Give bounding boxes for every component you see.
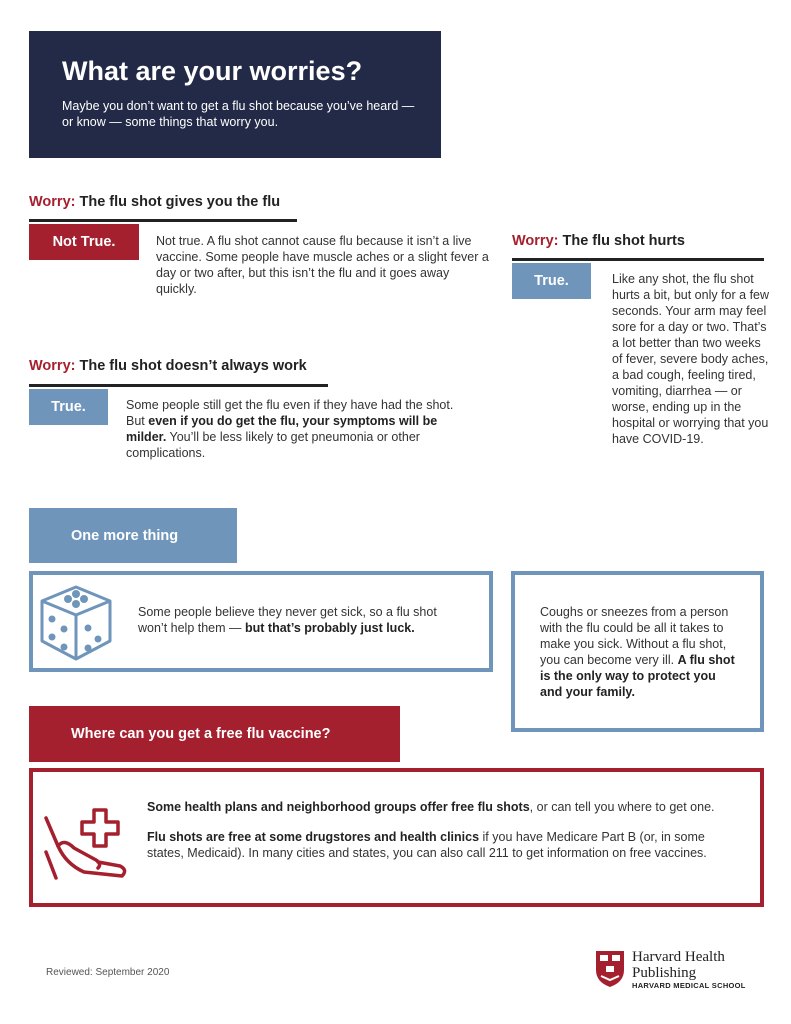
worry-answer: Like any shot, the flu shot hurts a bit, but only for a few seconds. Your arm may feel sore for a day or two. That’s a lot better than two weeks of fever, severe body aches, a bad cough, feeling tired, vomiting, diarrhea — or worse, ending up in the hospital or worrying that you have COVID-19. [612, 272, 770, 446]
dice-icon [38, 583, 114, 663]
page-subtitle: Maybe you don’t want to get a flu shot because you’ve heard — or know — some things that worry you. [62, 99, 415, 129]
divider [29, 219, 297, 222]
reviewed-date: Reviewed: September 2020 [46, 967, 170, 978]
worry-label: Worry: [512, 233, 559, 249]
divider [512, 258, 764, 261]
worry-answer: Some people still get the flu even if they have had the shot. But even if you do get the flu, your symptoms will be milder. You’ll be less likely to get pneumonia or other complications. [126, 398, 454, 460]
verdict-badge: True. [29, 389, 108, 425]
free-vaccine-p2: Flu shots are free at some drugstores and health clinics if you have Medicare Part B (or, in some states, Medicaid). In many cities and states, you can also call 211 to get information on free vaccines. [147, 830, 707, 860]
hand-plus-icon [44, 808, 130, 884]
worry-label: Worry: [29, 358, 76, 374]
one-more-heading: One more thing [29, 508, 237, 563]
cough-text: Coughs or sneezes from a person with the flu could be all it takes to make you sick. Without a flu shot, you can become very ill. A flu shot is the only way to protect you and your family. [540, 605, 735, 699]
luck-text: Some people believe they never get sick, so a flu shot won’t help them — but that’s probably just luck. [138, 605, 437, 635]
header-banner [29, 31, 441, 158]
logo-line2: Publishing [632, 965, 697, 981]
worry-heading-hurts [512, 233, 685, 249]
worry-title: The flu shot doesn’t always work [79, 358, 307, 374]
harvard-shield-icon [595, 950, 625, 988]
worry-label: Worry: [29, 194, 76, 210]
free-vaccine-heading: Where can you get a free flu vaccine? [29, 706, 400, 762]
worry-heading-gives-flu [29, 194, 280, 210]
divider [29, 384, 328, 387]
worry-title: The flu shot gives you the flu [79, 194, 281, 210]
page-title: What are your worries? [62, 56, 363, 86]
logo-line3: HARVARD MEDICAL SCHOOL [632, 981, 746, 990]
verdict-badge: True. [512, 263, 591, 299]
verdict-badge: Not True. [29, 224, 139, 260]
worry-heading-doesnt-work [29, 358, 307, 374]
free-vaccine-p1: Some health plans and neighborhood groups offer free flu shots, or can tell you where to get one. [147, 800, 715, 814]
worry-answer: Not true. A flu shot cannot cause flu because it isn’t a live vaccine. Some people have muscle aches or a slight fever a day or two after, but this isn’t the flu and it goes away quickly. [156, 234, 489, 296]
worry-title: The flu shot hurts [562, 233, 685, 249]
logo-line1: Harvard Health [632, 949, 725, 965]
